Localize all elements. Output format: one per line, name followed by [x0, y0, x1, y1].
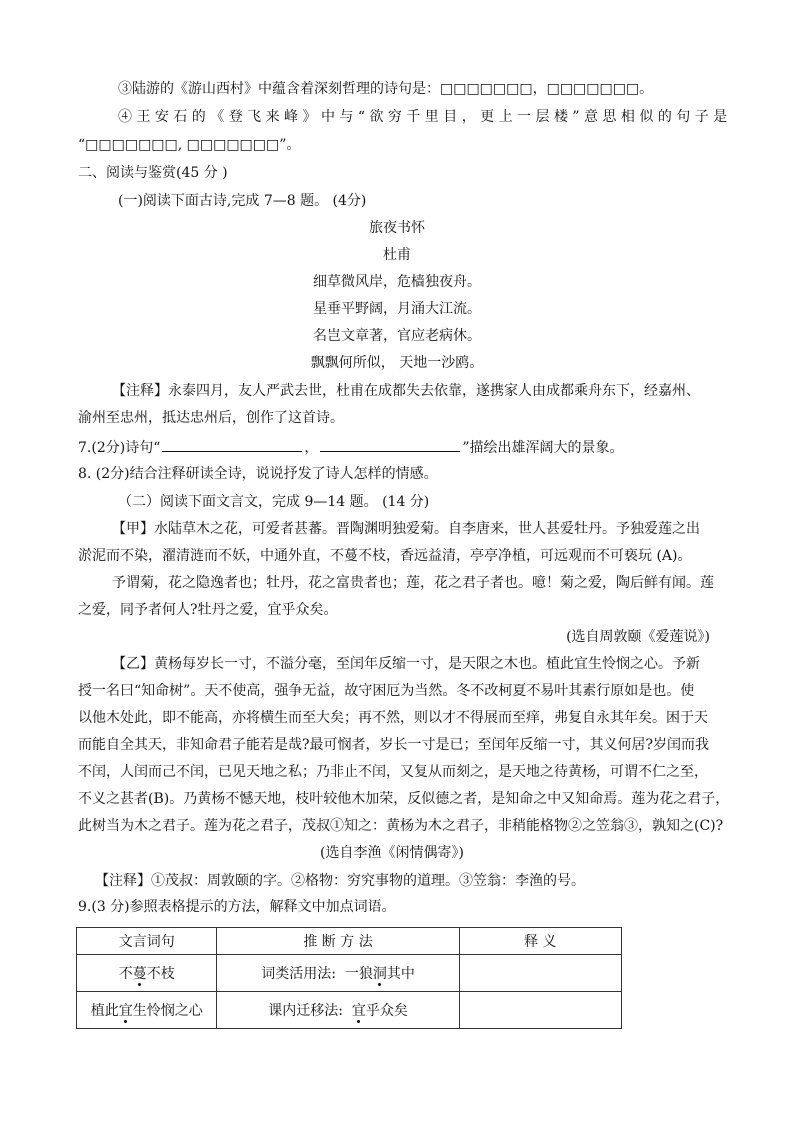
- q7-answer-blank-1[interactable]: [162, 437, 302, 452]
- q6-item3: ③陆游的《游山西村》中蕴含着深刻哲理的诗句是：□□□□□□□，□□□□□□□。: [118, 81, 654, 97]
- row1-phrase: [77, 955, 217, 992]
- passage-jia-line1: 【甲】水陆草木之花，可爱者甚蕃。晋陶渊明独爱菊。自李唐来，世人甚爱牡丹。予独爱莲之出: [112, 521, 700, 537]
- row2-phrase: [77, 992, 217, 1029]
- row2-method-after: 乎众矣: [365, 1003, 408, 1019]
- table-row: [77, 992, 622, 1029]
- part1-instruction: (一)阅读下面古诗,完成 7—8 题。 (4分): [118, 193, 367, 209]
- poem-note-line1: 【注释】永泰四月，友人严武去世，杜甫在成都失去依靠，遂携家人由成都乘舟东下，经嘉州、: [112, 383, 700, 399]
- poem-line-1: 细草微风岸，危樯独夜舟。: [313, 274, 481, 290]
- row1-phrase-before: 不: [118, 966, 133, 982]
- q7-comma: ，: [304, 440, 319, 456]
- row1-meaning-cell[interactable]: [459, 955, 621, 992]
- row2-phrase-dotted: 宜: [118, 1003, 133, 1019]
- header-phrase: 文言词句: [77, 928, 217, 955]
- poem-note-line2: 渝州至忠州，抵达忠州后，创作了这首诗。: [78, 410, 344, 426]
- row2-method-label: 课内迁移法:: [268, 1003, 343, 1019]
- header-meaning: 释 义: [459, 928, 621, 955]
- poem-line-3: 名岂文章著，官应老病休。: [313, 328, 481, 344]
- row1-phrase-after: 不枝: [146, 966, 175, 982]
- vocab-table: [76, 927, 622, 1029]
- question-7: [78, 437, 728, 458]
- part2-instruction: （二）阅读下面文言文，完成 9—14 题。 (14 分): [118, 494, 430, 510]
- row2-meaning-cell[interactable]: [459, 992, 621, 1029]
- row2-phrase-before: 植此: [90, 1003, 119, 1019]
- row2-phrase-after: 生怜悯之心: [132, 1003, 203, 1019]
- row2-method: [217, 992, 459, 1029]
- table-row: [77, 955, 622, 992]
- q7-prefix: 7.(2分)诗句“: [78, 440, 161, 456]
- question-9: 9.(3 分)参照表格提示的方法，解释文中加点词语。: [78, 899, 396, 915]
- poem-author: 杜甫: [383, 247, 411, 263]
- table-header-row: [77, 928, 622, 955]
- header-method: 推 断 方 法: [217, 928, 459, 955]
- q6-item4-line2: “□□□□□□□, □□□□□□□”。: [78, 137, 301, 153]
- row1-method-dotted: 洞: [372, 966, 387, 982]
- passage-yi-line6: 不义之甚者(B)。乃黄杨不憾天地，枝叶较他木加荣，反似德之者，是知命之中又知命焉。莲为花之君子，: [78, 791, 730, 807]
- section2-heading: 二、阅读与鉴赏(45 分 ): [78, 165, 228, 181]
- passage-yi-line4: 而能自全其天，非知命君子能若是哉?最可悯者，岁长一寸是已；至闰年反缩一寸，其义何居?岁闰而我: [78, 737, 710, 753]
- row2-method-dotted: 宜: [351, 1003, 366, 1019]
- question-8: 8. (2分)结合注释研读全诗，说说抒发了诗人怎样的情感。: [78, 466, 438, 482]
- q6-item4-line1: ④ 王 安 石 的 《 登 飞 来 峰 》 中 与 “ 欲 穷 千 里 目 ， 更 上 一 层 楼 ” 意 思 相 似 的 句 子 是: [118, 109, 728, 125]
- passage-yi-source: (选自李渔《闲情偶寄》): [320, 845, 464, 861]
- row1-method: [217, 955, 459, 992]
- passage-yi-line5: 不闰，人闰而己不闰，已见天地之私；乃非止不闰，又复从而刻之，是天地之待黄杨，可谓不仁之至，: [78, 764, 708, 780]
- passage-yi-line7: 此树当为木之君子。莲为花之君子，茂叔①知之：黄杨为木之君子，非稍能格物②之笠翁③，孰知之(C)?: [78, 818, 724, 834]
- passage-yi-note: 【注释】①茂叔：周敦颐的字。②格物：穷究事物的道理。③笠翁：李渔的号。: [95, 873, 585, 889]
- poem-line-4: 飘飘何所似， 天地一沙鸥。: [310, 355, 484, 371]
- passage-jia-source: (选自周敦颐《爱莲说》): [566, 629, 710, 645]
- passage-jia-line4: 之爱，同予者何人?牡丹之爱，宜乎众矣。: [78, 602, 338, 618]
- passage-jia-line2: 淤泥而不染，濯清涟而不妖，中通外直，不蔓不枝，香远益清，亭亭净植，可远观而不可亵玩 (A)。: [78, 548, 692, 564]
- passage-yi-line3: 以他木处此，即不能高，亦将横生而至大矣；再不然，则以才不得展而至痒，弗复自永其年矣。困于天: [78, 710, 708, 726]
- poem-title: 旅夜书怀: [369, 220, 425, 236]
- q7-answer-blank-2[interactable]: [320, 437, 460, 452]
- passage-jia-line3: 予谓菊，花之隐逸者也；牡丹，花之富贵者也；莲，花之君子者也。噫！菊之爱，陶后鲜有闻。莲: [112, 575, 714, 591]
- row1-method-before: 一狼: [335, 966, 373, 982]
- passage-yi-line1: 【乙】黄杨每岁长一寸，不溢分毫，至闰年反缩一寸，是天限之木也。植此宜生怜悯之心。予新: [112, 656, 700, 672]
- q7-suffix: ”描绘出雄浑阔大的景象。: [462, 440, 624, 456]
- row1-phrase-dotted: 蔓: [132, 966, 147, 982]
- row1-method-label: 词类活用法:: [261, 966, 336, 982]
- poem-line-2: 星垂平野阔，月涌大江流。: [313, 301, 481, 317]
- passage-yi-line2: 授一名曰“知命树”。天不使高，强争无益，故守困厄为当然。冬不改柯夏不易叶其素行原如是也。使: [78, 683, 695, 699]
- row1-method-after: 其中: [386, 966, 415, 982]
- row2-method-before: [343, 1003, 352, 1019]
